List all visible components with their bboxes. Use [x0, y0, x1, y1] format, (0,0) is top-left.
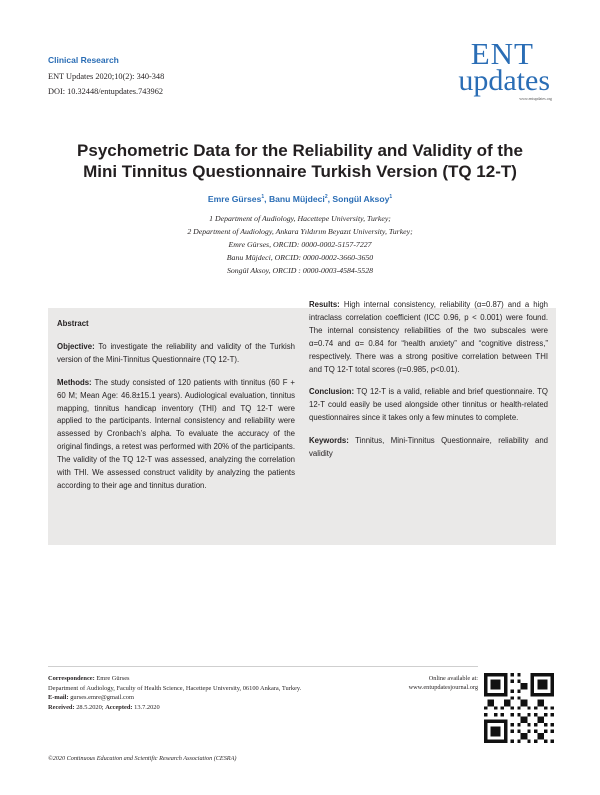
online-label: Online available at: [428, 675, 478, 682]
orcid: Emre Gürses, ORCID: 0000-0002-5157-7227 [228, 240, 372, 249]
methods-label: Methods: [57, 377, 92, 387]
orcid: Banu Müjdeci, ORCID: 0000-0002-3660-3650 [226, 253, 374, 262]
correspondence-name: Emre Gürses [96, 675, 130, 682]
article-title [40, 140, 560, 182]
author-name: Songül Aksoy [332, 194, 390, 204]
conclusion-text: TQ 12-T is a valid, reliable and brief questionnaire. TQ 12-T could easily be used alongside other tinnitus or health-related questionnaires since it takes only a few minutes to complete. [309, 387, 548, 423]
affiliation: 1 Department of Audiology, Hacettepe University, Turkey; [209, 214, 391, 223]
received-date: 28.5.2020; [76, 703, 104, 711]
orcid: Songül Aksoy, ORCID : 0000-0003-4584-5528 [226, 266, 374, 275]
methods-text: The study consisted of 120 patients with tinnitus (60 F + 60 M; Mean Age: 46.8±15.1 years). Audiological evaluation, tinnitus mapping, tinnitus handicap inventory (THI) and TQ 12-T were applied to the participants. Internal consistency and reliability were assessed by Cronbach’s alpha. To evaluate the accuracy of the original findings, a retest was performed with 20% of the participants. The validity of the TQ 12-T was assessed, analyzing the correlation with THI. We assessed construct validity by analyzing the patients according to their age and tinnitus duration. [57, 377, 295, 490]
citation: ENT Updates 2020;10(2): 340-348 [48, 72, 165, 81]
journal-logo-ent: ENT [470, 36, 534, 71]
correspondence-label: Correspondence: [48, 675, 95, 682]
results-label: Results: [309, 300, 340, 309]
online-availability [396, 674, 478, 692]
results-text: High internal consistency, reliability (α=0.87) and a high intraclass correlation coefficient (ICC 0.96, p < 0.001) were found. The internal consistency reliabilities of the two subscales were α=0.74 and α= 0.84 for “health anxiety” and “cognitive distress,” respectively. There was a strong positive correlation between THI and TQ 12-T total scores (r=0.985, p<0.01). [309, 300, 548, 374]
accepted-label: Accepted: [105, 703, 133, 711]
conclusion-label: Conclusion: [309, 387, 355, 397]
author-name: Emre Gürses [207, 194, 262, 204]
email-label: E-mail: [48, 694, 69, 702]
objective-text: To investigate the reliability and validity of the Turkish version of the Mini-Tinnitus Questionnaire (TQ 12-T). [57, 341, 295, 364]
correspondence-address: Department of Audiology, Faculty of Health Science, Hacettepe University, 06100 Ankara, Turkey. [48, 684, 302, 692]
doi: DOI: 10.32448/entupdates.743962 [48, 87, 163, 96]
copyright: ©2020 Continuous Education and Scientific Research Association (CESRA) [48, 755, 237, 762]
abstract-heading: Abstract [57, 319, 89, 328]
received-label: Received: [48, 703, 75, 711]
section-label: Clinical Research [48, 55, 119, 65]
qr-code-icon[interactable] [484, 673, 554, 743]
author-affiliation-mark: 1 [261, 194, 265, 201]
abstract-left-column [57, 318, 295, 503]
footer-divider [48, 666, 478, 667]
author-list: Emre Gürses$^1$, Banu Müjdeci$^2$, Songül Aksoy$^1$ [207, 194, 393, 204]
abstract-box [48, 300, 556, 545]
journal-logo-url: www.entupdates.org [519, 96, 552, 101]
abstract-right-column [309, 299, 548, 471]
objective-label: Objective: [57, 341, 95, 351]
title-line-1: Psychometric Data for the Reliability and Validity of the [77, 141, 523, 160]
journal-url-link[interactable]: www.entupdatesjournal.org [408, 684, 478, 691]
keywords-label: Keywords: [309, 436, 349, 446]
affiliation: 2 Department of Audiology, Ankara Yıldırım Beyazıt University, Turkey; [187, 227, 413, 236]
email-link[interactable]: gurses.emre@gmail.com [70, 694, 134, 702]
author-name: Banu Müjdeci [268, 194, 325, 204]
keywords-text: Tinnitus, Mini-Tinnitus Questionnaire, reliability and validity [309, 436, 549, 459]
accepted-date: 13.7.2020 [134, 703, 160, 711]
author-affiliation-mark: 1 [389, 194, 393, 201]
author-affiliation-mark: 2 [324, 194, 328, 201]
correspondence-block [48, 674, 398, 712]
title-line-2: Mini Tinnitus Questionnaire Turkish Version (TQ 12-T) [83, 162, 517, 181]
journal-logo-updates: updates [458, 64, 550, 97]
